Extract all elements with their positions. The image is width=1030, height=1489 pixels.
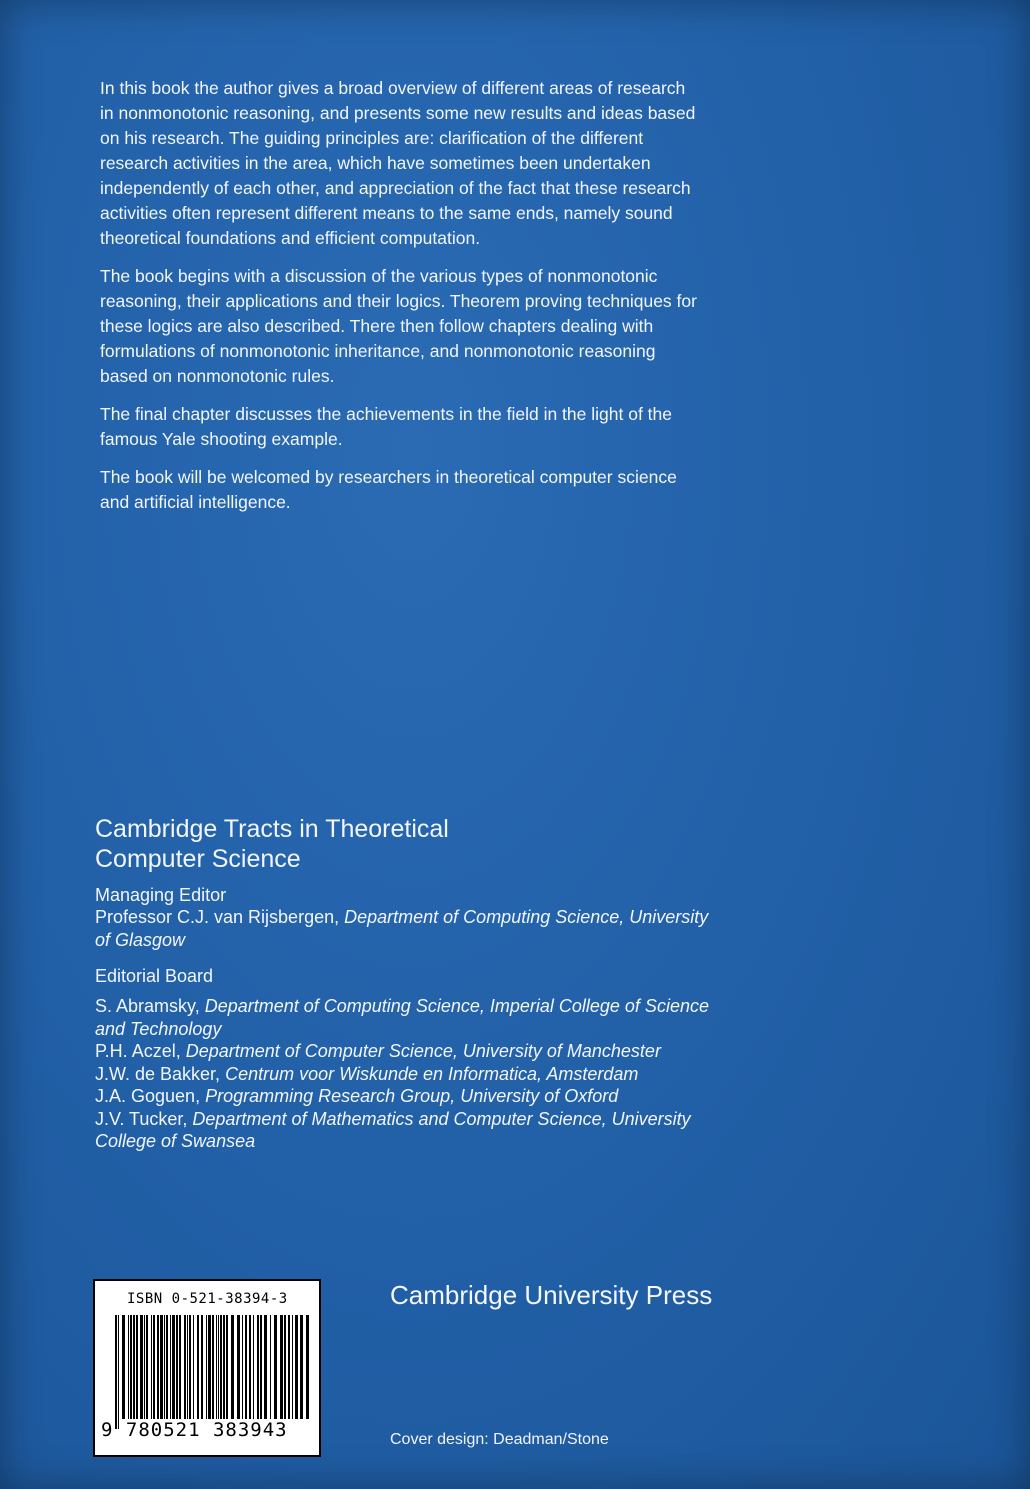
blurb-paragraph-2: The book begins with a discussion of the various types of nonmonotonic reasoning, their applications and their logics. Theorem proving techniques for these logics are also described. There then follow chapters dealing with formulations of nonmonotonic inheritance, and nonmonotonic reasoning based on nonmonotonic rules.: [100, 266, 697, 386]
managing-editor-name: Professor C.J. van Rijsbergen,: [95, 907, 340, 927]
board-member-affiliation: Department of Computer Science, University of Manchester: [185, 1041, 661, 1061]
ean-digits: 9 780521 383943: [101, 1419, 288, 1441]
managing-editor-entry: [95, 906, 715, 951]
board-member: [95, 1108, 715, 1153]
board-member-name: J.V. Tucker,: [95, 1108, 188, 1129]
series-title-line-1: Cambridge Tracts in Theoretical: [95, 815, 449, 843]
blurb: [100, 76, 700, 528]
cover-design-credit: Cover design: Deadman/Stone: [390, 1431, 609, 1448]
board-member-affiliation: Programming Research Group, University of Oxford: [205, 1086, 619, 1106]
blurb-paragraph-3: The final chapter discusses the achievements in the field in the light of the famous Yale shooting example.: [100, 404, 672, 449]
board-member-name: S. Abramsky,: [95, 996, 200, 1016]
board-member: [95, 1085, 715, 1108]
managing-editor-affiliation: Department of Computing Science, University of Glasgow: [95, 907, 709, 950]
board-member-affiliation: Department of Computing Science, Imperial College of Science and Technology: [95, 996, 709, 1039]
board-member: [95, 1063, 715, 1086]
managing-editor-heading: Managing Editor: [95, 885, 227, 905]
isbn-text: ISBN 0-521-38394-3: [127, 1291, 288, 1307]
board-member-affiliation: Department of Mathematics and Computer Science, University College of Swansea: [95, 1108, 691, 1151]
blurb-paragraph-1: In this book the author gives a broad overview of different areas of research in nonmonotonic reasoning, and presents some new results and ideas based on his research. The guiding principles are: clarification of the different research activities in the area, which have sometimes been undertaken independently of each other, and appreciation of the fact that these research activities often represent different means to the same ends, namely sound theoretical foundations and efficient computation.: [100, 78, 696, 248]
series-info: [95, 814, 715, 1153]
board-member: [95, 1040, 715, 1063]
editorial-board-heading: Editorial Board: [95, 966, 214, 986]
board-member-name: P.H. Aczel,: [95, 1041, 181, 1061]
board-member-affiliation: Centrum voor Wiskunde en Informatica, Amsterdam: [225, 1063, 639, 1084]
board-member-name: J.A. Goguen,: [95, 1086, 201, 1106]
barcode-label: [93, 1279, 321, 1457]
blurb-paragraph-4: The book will be welcomed by researchers in theoretical computer science and artificial intelligence.: [100, 467, 677, 512]
series-title: [95, 814, 715, 874]
barcode-icon: [115, 1315, 311, 1429]
board-member-name: J.W. de Bakker,: [95, 1063, 221, 1084]
series-title-line-2: Computer Science: [95, 845, 301, 873]
publisher-name: Cambridge University Press: [390, 1280, 713, 1310]
board-member: [95, 995, 715, 1040]
